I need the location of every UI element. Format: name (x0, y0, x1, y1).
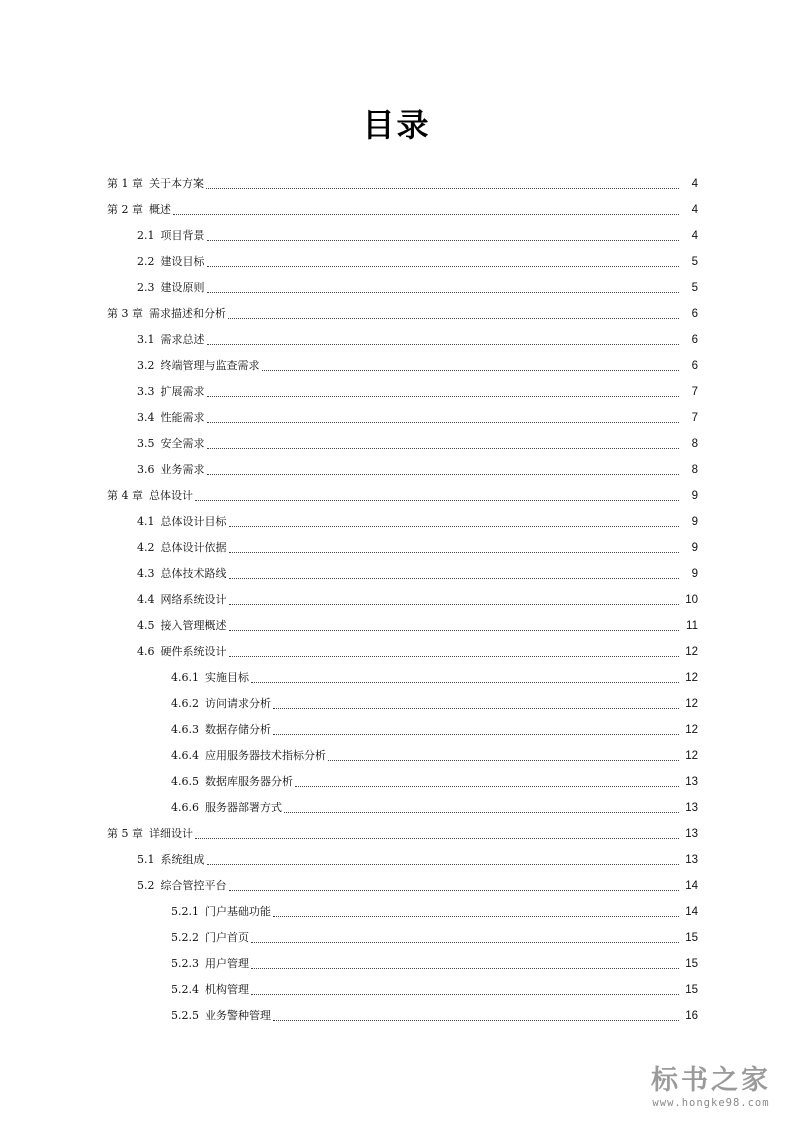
toc-entry-title: 接入管理概述 (160, 619, 227, 632)
toc-entry-title: 建设目标 (160, 255, 205, 268)
toc-entry[interactable] (0, 223, 793, 249)
toc-entry-number: 4.3 (137, 567, 155, 580)
toc-entry-page: 4 (691, 204, 698, 216)
toc-entry-title: 数据存储分析 (205, 723, 271, 736)
toc-entry[interactable] (0, 379, 793, 405)
toc-entry[interactable] (0, 301, 793, 327)
toc-entry[interactable] (0, 353, 793, 379)
toc-entry-page: 9 (691, 490, 698, 502)
toc-entry-title: 用户管理 (205, 957, 249, 970)
toc-entry-number: 4.6.4 (171, 749, 199, 762)
toc-entry[interactable] (0, 795, 793, 821)
toc-entry-page: 12 (685, 724, 698, 736)
toc-entry-number: 4.5 (137, 619, 155, 632)
toc-entry[interactable] (0, 951, 793, 977)
toc-dot-leader (207, 421, 680, 423)
toc-entry-number: 4.4 (137, 593, 155, 606)
toc-entry-number: 5.2.3 (171, 957, 199, 970)
toc-dot-leader (284, 811, 679, 813)
toc-entry[interactable] (0, 197, 793, 223)
toc-entry-page: 9 (691, 568, 698, 580)
toc-entry-page: 7 (691, 412, 698, 424)
toc-entry-page: 6 (691, 308, 698, 320)
toc-entry[interactable] (0, 717, 793, 743)
toc-entry-number: 第 1 章 (107, 177, 143, 190)
toc-dot-leader (207, 863, 680, 865)
page-title: 目录 (362, 106, 431, 144)
toc-entry-page: 13 (685, 828, 698, 840)
toc-entry[interactable] (0, 925, 793, 951)
toc-entry-title: 性能需求 (160, 411, 205, 424)
toc-entry[interactable] (0, 405, 793, 431)
toc-entry-number: 5.2.1 (171, 905, 199, 918)
toc-entry-number: 3.3 (137, 385, 155, 398)
toc-entry-number: 5.2.5 (171, 1009, 199, 1022)
toc-entry-number: 5.1 (137, 853, 155, 866)
toc-entry-title: 扩展需求 (160, 385, 205, 398)
toc-entry-number: 3.1 (137, 333, 155, 346)
toc-entry-title: 应用服务器技术指标分析 (205, 749, 326, 762)
toc-entry[interactable] (0, 847, 793, 873)
toc-dot-leader (207, 447, 680, 449)
toc-entry[interactable] (0, 977, 793, 1003)
toc-entry-number: 4.6 (137, 645, 155, 658)
toc-entry-page: 8 (691, 464, 698, 476)
toc-entry-number: 2.3 (137, 281, 155, 294)
toc-entry-title: 关于本方案 (149, 177, 204, 190)
watermark-url: www.hongke98.com (652, 1097, 770, 1109)
toc-entry[interactable] (0, 171, 793, 197)
toc-entry-title: 需求总述 (160, 333, 205, 346)
toc-entry-page: 12 (685, 646, 698, 658)
toc-dot-leader (229, 603, 680, 605)
toc-entry-number: 4.1 (137, 515, 155, 528)
toc-entry-title: 综合管控平台 (160, 879, 227, 892)
toc-entry-title: 总体设计依据 (160, 541, 227, 554)
toc-entry-number: 3.5 (137, 437, 155, 450)
toc-entry-title: 项目背景 (160, 229, 205, 242)
toc-entry-page: 14 (685, 880, 698, 892)
toc-entry[interactable] (0, 249, 793, 275)
toc-entry-number: 5.2 (137, 879, 155, 892)
toc-entry-page: 10 (685, 594, 698, 606)
toc-entry-title: 机构管理 (205, 983, 249, 996)
toc-dot-leader (273, 915, 679, 917)
toc-dot-leader (328, 759, 679, 761)
toc-entry-title: 门户基础功能 (205, 905, 271, 918)
toc-entry-title: 系统组成 (160, 853, 205, 866)
toc-entry-page: 6 (691, 334, 698, 346)
toc-dot-leader (206, 187, 679, 189)
toc-entry-number: 2.2 (137, 255, 155, 268)
toc-entry-title: 总体技术路线 (160, 567, 227, 580)
toc-entry-title: 实施目标 (205, 671, 249, 684)
toc-entry-number: 第 4 章 (107, 489, 143, 502)
toc-entry-page: 12 (685, 750, 698, 762)
toc-entry-page: 5 (691, 256, 698, 268)
toc-entry[interactable] (0, 691, 793, 717)
toc-entry-title: 硬件系统设计 (160, 645, 227, 658)
toc-entry[interactable] (0, 535, 793, 561)
toc-dot-leader (195, 837, 679, 839)
toc-entry-page: 13 (685, 854, 698, 866)
toc-entry-page: 13 (685, 776, 698, 788)
toc-entry[interactable] (0, 899, 793, 925)
toc-entry-page: 5 (691, 282, 698, 294)
toc-entry-number: 第 3 章 (107, 307, 143, 320)
toc-dot-leader (229, 889, 680, 891)
toc-entry[interactable] (0, 1003, 793, 1029)
toc-entry[interactable] (0, 457, 793, 483)
toc-entry-page: 15 (685, 932, 698, 944)
toc-entry-title: 概述 (149, 203, 171, 216)
toc-entry[interactable] (0, 561, 793, 587)
toc-entry-page: 4 (691, 230, 698, 242)
toc-entry-number: 4.6.2 (171, 697, 199, 710)
toc-entry-page: 8 (691, 438, 698, 450)
toc-entry[interactable] (0, 769, 793, 795)
toc-entry-title: 总体设计 (149, 489, 193, 502)
toc-dot-leader (229, 577, 680, 579)
toc-dot-leader (229, 655, 680, 657)
toc-entry-number: 4.6.1 (171, 671, 199, 684)
toc-entry-title: 业务警种管理 (205, 1009, 271, 1022)
toc-dot-leader (207, 265, 680, 267)
toc-entry-title: 总体设计目标 (160, 515, 227, 528)
toc-entry[interactable] (0, 665, 793, 691)
toc-entry-title: 需求描述和分析 (149, 307, 226, 320)
toc-entry-title: 详细设计 (149, 827, 193, 840)
toc-dot-leader (207, 291, 680, 293)
toc-entry[interactable] (0, 431, 793, 457)
toc-entry[interactable] (0, 327, 793, 353)
toc-entry[interactable] (0, 873, 793, 899)
toc-entry-number: 5.2.2 (171, 931, 199, 944)
toc-entry-page: 9 (691, 542, 698, 554)
toc-entry-number: 5.2.4 (171, 983, 199, 996)
toc-entry-page: 16 (685, 1010, 698, 1022)
toc-dot-leader (207, 343, 680, 345)
toc-entry-number: 4.6.3 (171, 723, 199, 736)
toc-entry-page: 14 (685, 906, 698, 918)
toc-dot-leader (207, 239, 680, 241)
toc-dot-leader (273, 733, 679, 735)
toc-entry-number: 2.1 (137, 229, 155, 242)
toc-entry-number: 第 5 章 (107, 827, 143, 840)
toc-entry-number: 4.6.6 (171, 801, 199, 814)
toc-entry[interactable] (0, 587, 793, 613)
toc-dot-leader (295, 785, 679, 787)
toc-dot-leader (228, 317, 679, 319)
toc-entry-page: 6 (691, 360, 698, 372)
toc-dot-leader (273, 707, 679, 709)
toc-entry-page: 15 (685, 958, 698, 970)
table-of-contents (0, 171, 793, 1029)
toc-entry[interactable] (0, 509, 793, 535)
toc-entry[interactable] (0, 613, 793, 639)
watermark-name: 标书之家 (651, 1065, 771, 1096)
toc-entry-page: 12 (685, 672, 698, 684)
toc-entry-title: 建设原则 (160, 281, 205, 294)
toc-entry-title: 服务器部署方式 (205, 801, 282, 814)
toc-entry-number: 3.6 (137, 463, 155, 476)
toc-dot-leader (251, 681, 679, 683)
toc-entry[interactable] (0, 743, 793, 769)
toc-entry-page: 12 (685, 698, 698, 710)
toc-dot-leader (251, 941, 679, 943)
toc-entry-title: 网络系统设计 (160, 593, 227, 606)
toc-dot-leader (229, 629, 680, 631)
toc-entry-title: 安全需求 (160, 437, 205, 450)
toc-entry-number: 4.6.5 (171, 775, 199, 788)
toc-entry-page: 11 (686, 620, 698, 632)
toc-dot-leader (229, 551, 680, 553)
toc-entry-number: 4.2 (137, 541, 155, 554)
toc-entry-page: 7 (691, 386, 698, 398)
toc-entry-title: 访问请求分析 (205, 697, 271, 710)
watermark-logo (641, 1066, 781, 1110)
toc-entry-number: 3.4 (137, 411, 155, 424)
toc-entry-page: 13 (685, 802, 698, 814)
toc-entry-title: 数据库服务器分析 (205, 775, 293, 788)
toc-dot-leader (207, 395, 680, 397)
toc-dot-leader (195, 499, 679, 501)
toc-entry-title: 门户首页 (205, 931, 249, 944)
toc-entry[interactable] (0, 483, 793, 509)
toc-dot-leader (251, 967, 679, 969)
toc-dot-leader (262, 369, 680, 371)
toc-entry-page: 4 (691, 178, 698, 190)
toc-dot-leader (173, 213, 679, 215)
toc-dot-leader (273, 1019, 679, 1021)
toc-entry-title: 业务需求 (160, 463, 205, 476)
toc-entry-page: 9 (691, 516, 698, 528)
toc-dot-leader (251, 993, 679, 995)
toc-entry-number: 第 2 章 (107, 203, 143, 216)
toc-entry-number: 3.2 (137, 359, 155, 372)
toc-entry[interactable] (0, 275, 793, 301)
toc-dot-leader (229, 525, 680, 527)
toc-dot-leader (207, 473, 680, 475)
toc-entry-page: 15 (685, 984, 698, 996)
toc-entry-title: 终端管理与监查需求 (160, 359, 260, 372)
toc-entry[interactable] (0, 639, 793, 665)
toc-entry[interactable] (0, 821, 793, 847)
